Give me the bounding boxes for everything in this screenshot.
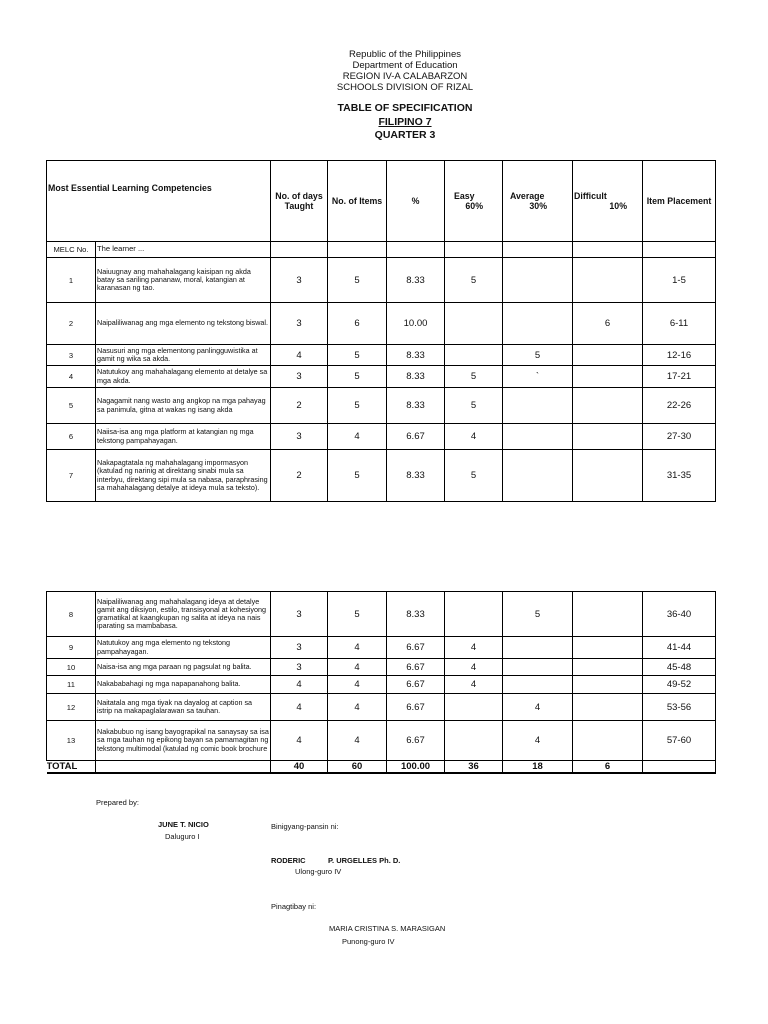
melc-number: 4 <box>47 366 96 388</box>
difficult-percent: 10% <box>609 201 628 211</box>
quarter-title: QUARTER 3 <box>374 129 436 141</box>
total-difficult: 6 <box>573 761 643 774</box>
average-count <box>503 450 573 502</box>
item-count: 5 <box>328 366 387 388</box>
percent-value: 8.33 <box>387 592 445 637</box>
percent-value: 8.33 <box>387 450 445 502</box>
total-label: TOTAL <box>47 761 96 774</box>
table-row <box>47 450 716 502</box>
average-count <box>503 676 573 694</box>
noter-role: Ulong-guro IV <box>295 867 342 876</box>
item-count: 5 <box>328 388 387 424</box>
preparer-name: JUNE T. NICIO <box>158 820 209 829</box>
percent-value: 8.33 <box>387 258 445 303</box>
average-count: ` <box>503 366 573 388</box>
percent-value: 8.33 <box>387 345 445 366</box>
item-placement: 49-52 <box>643 676 716 694</box>
percent-value: 8.33 <box>387 366 445 388</box>
average-count <box>503 637 573 659</box>
days-taught: 2 <box>271 388 328 424</box>
percent-value: 6.67 <box>387 676 445 694</box>
melc-number: 6 <box>47 424 96 450</box>
percent-value: 10.00 <box>387 303 445 345</box>
easy-count: 4 <box>445 637 503 659</box>
days-taught: 3 <box>271 592 328 637</box>
subheader-melc-no: MELC No. <box>47 242 96 258</box>
total-easy: 36 <box>445 761 503 774</box>
item-placement: 57-60 <box>643 721 716 761</box>
competency-text: Naiisa-isa ang mga platform at katangian ng mga tekstong pampahayagan. <box>96 424 271 450</box>
table-row <box>47 424 716 450</box>
table-row <box>47 637 716 659</box>
difficult-count <box>573 592 643 637</box>
table-row <box>47 694 716 721</box>
melc-number: 5 <box>47 388 96 424</box>
competency-text: Nakapagtatala ng mahahalagang impormasyon (katulad ng narinig at direktang sinabi mula sa interbyu, direktang sipi mula sa nabasa, paraphrasing sa mahahalagang detalye at ideya mula sa teksto). <box>96 450 271 502</box>
average-count <box>503 424 573 450</box>
easy-count <box>445 721 503 761</box>
header-items: No. of Items <box>328 161 387 242</box>
header-difficult <box>573 161 643 242</box>
table-row <box>47 721 716 761</box>
table-row <box>47 659 716 676</box>
average-count <box>503 258 573 303</box>
difficult-count <box>573 676 643 694</box>
competency-text: Nasusuri ang mga elementong panlingguwistika at gamit ng wika sa akda. <box>96 345 271 366</box>
total-days: 40 <box>271 761 328 774</box>
difficult-count <box>573 345 643 366</box>
header-deped: Department of Education <box>352 60 458 71</box>
melc-number: 11 <box>47 676 96 694</box>
table-row <box>47 592 716 637</box>
easy-count <box>445 592 503 637</box>
item-placement: 17-21 <box>643 366 716 388</box>
days-taught: 3 <box>271 637 328 659</box>
competency-text: Nagagamit nang wasto ang angkop na mga pahayag sa panimula, gitna at wakas ng isang akda <box>96 388 271 424</box>
average-count: 5 <box>503 345 573 366</box>
average-count <box>503 659 573 676</box>
specification-table-part1 <box>46 160 716 502</box>
easy-count: 5 <box>445 258 503 303</box>
total-row <box>47 761 716 774</box>
noter-last-name: P. URGELLES Ph. D. <box>328 856 401 865</box>
header-republic: Republic of the Philippines <box>349 49 461 60</box>
total-average: 18 <box>503 761 573 774</box>
item-count: 6 <box>328 303 387 345</box>
header-days: No. of days Taught <box>271 161 328 242</box>
item-placement: 22-26 <box>643 388 716 424</box>
competency-text: Nakabubuo ng isang bayograpikal na sanaysay sa isa sa mga tauhan ng epikong bayan sa pamamagitan ng tekstong multimodal (katulad ng comic book brochure <box>96 721 271 761</box>
specification-table-part2 <box>46 591 716 774</box>
easy-count <box>445 303 503 345</box>
days-taught: 3 <box>271 424 328 450</box>
preparer-role: Daluguro I <box>165 832 200 841</box>
table-row <box>47 388 716 424</box>
noter-first-name: RODERIC <box>271 856 306 865</box>
table-row <box>47 676 716 694</box>
difficult-count <box>573 721 643 761</box>
table-row <box>47 366 716 388</box>
difficult-count <box>573 637 643 659</box>
days-taught: 2 <box>271 450 328 502</box>
subheader-learner: The learner ... <box>96 242 271 258</box>
item-count: 5 <box>328 258 387 303</box>
approved-by-label: Pinagtibay ni: <box>271 902 317 911</box>
percent-value: 6.67 <box>387 659 445 676</box>
days-taught: 3 <box>271 258 328 303</box>
competency-text: Naitatala ang mga tiyak na dayalog at caption sa istrip na makapaglalarawan sa tauhan. <box>96 694 271 721</box>
melc-number: 10 <box>47 659 96 676</box>
easy-count <box>445 694 503 721</box>
easy-count: 5 <box>445 388 503 424</box>
days-taught: 4 <box>271 345 328 366</box>
difficult-count <box>573 424 643 450</box>
competency-text: Naipaliliwanag ang mahahalagang ideya at detalye gamit ang diksiyon, estilo, transisyonal at kohesiyong gramatikal at kaangkupan ng salita at ideya na nais iparating sa mambabasa. <box>96 592 271 637</box>
percent-value: 6.67 <box>387 694 445 721</box>
easy-percent: 60% <box>465 201 484 211</box>
item-placement: 45-48 <box>643 659 716 676</box>
header-division: SCHOOLS DIVISION OF RIZAL <box>336 82 474 93</box>
melc-number: 2 <box>47 303 96 345</box>
item-count: 4 <box>328 637 387 659</box>
percent-value: 6.67 <box>387 721 445 761</box>
header-region: REGION IV-A CALABARZON <box>342 71 468 82</box>
days-taught: 3 <box>271 659 328 676</box>
total-items: 60 <box>328 761 387 774</box>
average-count <box>503 388 573 424</box>
competency-text: Naiuugnay ang mahahalagang kaisipan ng akda batay sa sariling pananaw, moral, katangian at karanasan ng tao. <box>96 258 271 303</box>
competency-text: Natutukoy ang mga elemento ng tekstong pampahayagan. <box>96 637 271 659</box>
item-count: 5 <box>328 450 387 502</box>
item-placement: 53-56 <box>643 694 716 721</box>
competency-text: Natutukoy ang mahahalagang elemento at detalye sa mga akda. <box>96 366 271 388</box>
difficult-label: Difficult <box>574 191 607 201</box>
item-placement: 6-11 <box>643 303 716 345</box>
noted-by-label: Binigyang-pansin ni: <box>271 822 339 831</box>
easy-count: 5 <box>445 366 503 388</box>
average-count <box>503 303 573 345</box>
header-melc: Most Essential Learning Competencies <box>47 161 271 242</box>
easy-label: Easy <box>454 191 475 201</box>
melc-number: 13 <box>47 721 96 761</box>
item-placement: 31-35 <box>643 450 716 502</box>
item-count: 4 <box>328 424 387 450</box>
header-easy <box>445 161 503 242</box>
difficult-count <box>573 366 643 388</box>
total-placement <box>643 761 716 774</box>
header-percent: % <box>387 161 445 242</box>
approver-role: Punong-guro IV <box>342 937 395 946</box>
average-percent: 30% <box>529 201 548 211</box>
days-taught: 4 <box>271 721 328 761</box>
days-taught: 3 <box>271 366 328 388</box>
percent-value: 8.33 <box>387 388 445 424</box>
header-average <box>503 161 573 242</box>
header-placement: Item Placement <box>643 161 716 242</box>
melc-number: 8 <box>47 592 96 637</box>
item-placement: 41-44 <box>643 637 716 659</box>
prepared-by-label: Prepared by: <box>96 798 139 807</box>
item-placement: 36-40 <box>643 592 716 637</box>
easy-count: 4 <box>445 676 503 694</box>
average-label: Average <box>510 191 545 201</box>
difficult-count <box>573 450 643 502</box>
average-count: 5 <box>503 592 573 637</box>
average-count: 4 <box>503 694 573 721</box>
item-count: 4 <box>328 676 387 694</box>
item-placement: 12-16 <box>643 345 716 366</box>
difficult-count <box>573 258 643 303</box>
item-count: 4 <box>328 694 387 721</box>
competency-text: Naisa-isa ang mga paraan ng pagsulat ng balita. <box>96 659 271 676</box>
item-placement: 27-30 <box>643 424 716 450</box>
difficult-count: 6 <box>573 303 643 345</box>
average-count: 4 <box>503 721 573 761</box>
competency-text: Nakababahagi ng mga napapanahong balita. <box>96 676 271 694</box>
percent-value: 6.67 <box>387 637 445 659</box>
table-row <box>47 303 716 345</box>
total-blank <box>96 761 271 774</box>
difficult-count <box>573 388 643 424</box>
total-percent: 100.00 <box>387 761 445 774</box>
days-taught: 4 <box>271 676 328 694</box>
difficult-count <box>573 659 643 676</box>
table-row <box>47 258 716 303</box>
melc-number: 9 <box>47 637 96 659</box>
item-count: 5 <box>328 592 387 637</box>
easy-count: 4 <box>445 659 503 676</box>
table-row <box>47 345 716 366</box>
easy-count <box>445 345 503 366</box>
days-taught: 4 <box>271 694 328 721</box>
page-title: TABLE OF SPECIFICATION <box>337 102 473 114</box>
melc-number: 7 <box>47 450 96 502</box>
subject-title: FILIPINO 7 <box>378 116 432 128</box>
melc-number: 3 <box>47 345 96 366</box>
item-count: 5 <box>328 345 387 366</box>
days-taught: 3 <box>271 303 328 345</box>
melc-number: 12 <box>47 694 96 721</box>
easy-count: 4 <box>445 424 503 450</box>
easy-count: 5 <box>445 450 503 502</box>
melc-number: 1 <box>47 258 96 303</box>
item-placement: 1-5 <box>643 258 716 303</box>
item-count: 4 <box>328 721 387 761</box>
approver-name: MARIA CRISTINA S. MARASIGAN <box>329 924 446 933</box>
competency-text: Naipaliliwanag ang mga elemento ng tekstong biswal. <box>96 303 271 345</box>
item-count: 4 <box>328 659 387 676</box>
percent-value: 6.67 <box>387 424 445 450</box>
difficult-count <box>573 694 643 721</box>
